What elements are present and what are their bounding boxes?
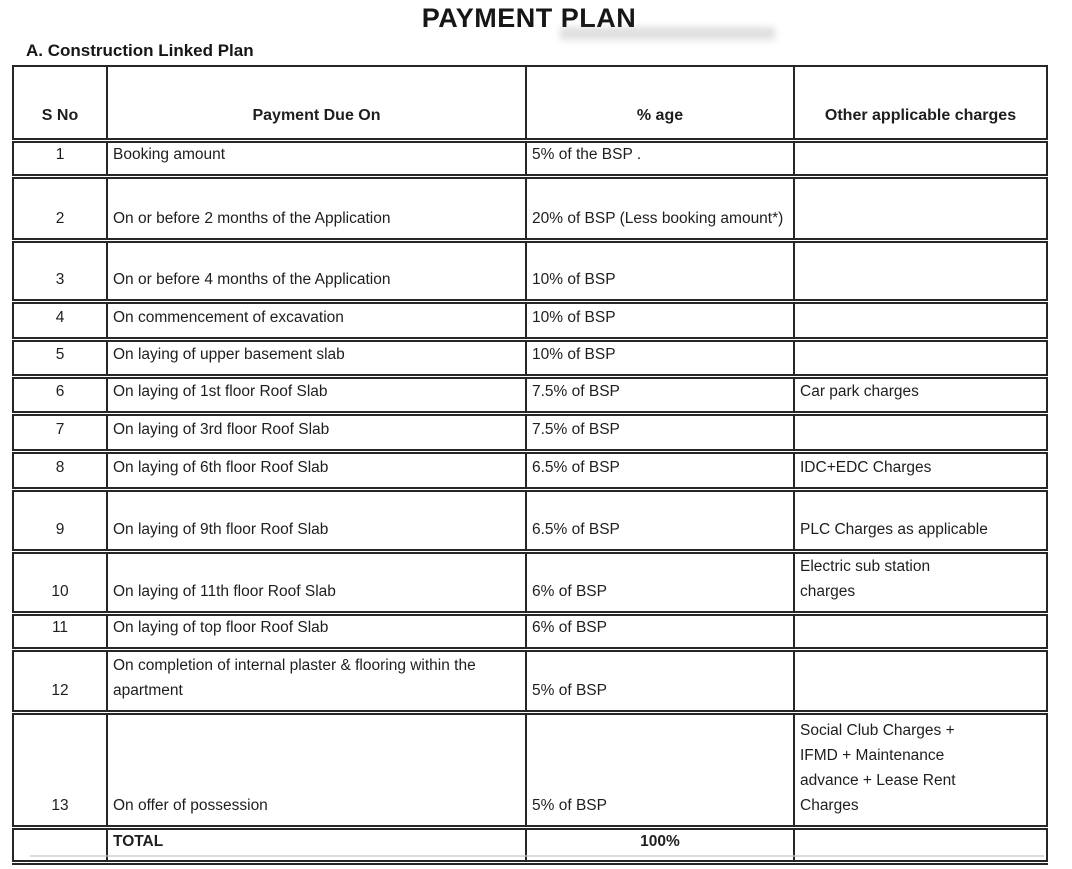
sno-cell-text: 7	[55, 421, 65, 438]
section-label: A. Construction Linked Plan	[26, 41, 254, 60]
sno-cell-text: 4	[55, 309, 65, 326]
due-cell	[107, 551, 526, 613]
due-cell	[107, 413, 526, 451]
pct-cell-text: 10% of BSP	[532, 309, 616, 326]
sno-cell	[13, 712, 107, 827]
pct-cell	[526, 339, 794, 376]
sno-cell-text: 10	[51, 583, 69, 600]
due-cell-text: On commencement of excavation	[113, 309, 344, 326]
header-due: Payment Due On	[107, 66, 526, 141]
pct-cell-text: 7.5% of BSP	[532, 421, 620, 438]
table-row	[13, 613, 1047, 649]
total-pct-cell: 100%	[526, 827, 794, 863]
sno-cell-text: 6	[55, 383, 65, 400]
due-cell-text: On or before 4 months of the Application	[113, 271, 391, 288]
table-row	[13, 649, 1047, 712]
total-other-cell	[794, 827, 1047, 863]
pct-cell	[526, 376, 794, 413]
due-cell-text: On laying of 9th floor Roof Slab	[113, 521, 329, 538]
sno-cell	[13, 339, 107, 376]
sno-cell	[13, 649, 107, 712]
scan-line-artifact	[30, 855, 1044, 857]
other-cell	[794, 712, 1047, 827]
pct-cell-text: 10% of BSP	[532, 271, 616, 288]
due-cell-text: Booking amount	[113, 146, 226, 163]
pct-cell-text: 20% of BSP (Less booking amount*)	[532, 210, 784, 227]
table-row	[13, 240, 1047, 301]
other-cell	[794, 339, 1047, 376]
due-cell-text: On laying of 1st floor Roof Slab	[113, 383, 328, 400]
other-cell	[794, 551, 1047, 613]
due-cell-text: On laying of upper basement slab	[113, 346, 345, 363]
due-cell	[107, 649, 526, 712]
pct-cell-text: 7.5% of BSP	[532, 383, 620, 400]
header-sno: S No	[13, 66, 107, 141]
pct-cell-text: 5% of the BSP .	[532, 146, 642, 163]
payment-plan-table	[12, 65, 1048, 865]
pct-cell-text: 6% of BSP	[532, 583, 607, 600]
table-row	[13, 489, 1047, 551]
due-cell	[107, 141, 526, 177]
pct-cell	[526, 613, 794, 649]
pct-cell	[526, 240, 794, 301]
total-row	[13, 827, 1047, 863]
sno-cell-text: 1	[55, 146, 65, 163]
due-cell-text: On laying of 11th floor Roof Slab	[113, 583, 336, 600]
table-row	[13, 712, 1047, 827]
pct-cell	[526, 489, 794, 551]
total-sno-cell	[13, 827, 107, 863]
header-row	[13, 66, 1047, 141]
sno-cell	[13, 413, 107, 451]
pct-cell-text: 5% of BSP	[532, 796, 607, 814]
pct-cell	[526, 712, 794, 827]
header-pct: % age	[526, 66, 794, 141]
sno-cell	[13, 301, 107, 339]
other-cell-text: Social Club Charges + IFMD + Maintenance advance + Lease Rent Charges	[800, 722, 956, 814]
sno-cell-text: 11	[51, 618, 69, 636]
pct-cell	[526, 649, 794, 712]
sno-cell	[13, 141, 107, 177]
other-cell	[794, 413, 1047, 451]
sno-cell-text: 12	[51, 681, 69, 699]
due-cell	[107, 339, 526, 376]
table-row	[13, 451, 1047, 489]
due-cell-text: On offer of possession	[113, 796, 268, 814]
other-cell	[794, 613, 1047, 649]
sno-cell	[13, 376, 107, 413]
table-row	[13, 413, 1047, 451]
table-row	[13, 176, 1047, 240]
sno-cell	[13, 240, 107, 301]
pct-cell-text: 6.5% of BSP	[532, 521, 620, 538]
sno-cell-text: 13	[51, 796, 69, 814]
pct-cell-text: 5% of BSP	[532, 681, 607, 699]
sheet	[12, 3, 1046, 865]
pct-cell-text: 6.5% of BSP	[532, 459, 620, 476]
sno-cell	[13, 176, 107, 240]
table-row	[13, 301, 1047, 339]
other-cell	[794, 141, 1047, 177]
due-cell	[107, 376, 526, 413]
pct-cell	[526, 301, 794, 339]
other-cell	[794, 376, 1047, 413]
due-cell-text: On or before 2 months of the Application	[113, 210, 391, 227]
pct-cell-text: 10% of BSP	[532, 346, 616, 363]
scan-ghost-artifact	[560, 27, 775, 40]
due-cell-text: On laying of 3rd floor Roof Slab	[113, 421, 330, 438]
other-cell	[794, 451, 1047, 489]
pct-cell-text: 6% of BSP	[532, 618, 607, 636]
pct-cell	[526, 451, 794, 489]
other-cell-text: PLC Charges as applicable	[800, 521, 988, 538]
due-cell	[107, 451, 526, 489]
table-header	[13, 66, 1047, 141]
due-cell-text: On laying of 6th floor Roof Slab	[113, 459, 329, 476]
total-label-cell: TOTAL	[107, 827, 526, 863]
pct-cell	[526, 141, 794, 177]
other-cell	[794, 649, 1047, 712]
sno-cell-text: 9	[55, 521, 65, 538]
other-cell-text: IDC+EDC Charges	[800, 459, 932, 476]
due-cell	[107, 176, 526, 240]
due-cell-text: On completion of internal plaster & flooring within the apartment	[113, 657, 476, 699]
other-cell-text: Electric sub station charges	[800, 558, 931, 600]
due-cell	[107, 489, 526, 551]
sno-cell	[13, 613, 107, 649]
header-other: Other applicable charges	[794, 66, 1047, 141]
other-cell	[794, 240, 1047, 301]
pct-cell	[526, 551, 794, 613]
other-cell	[794, 489, 1047, 551]
due-cell	[107, 712, 526, 827]
sno-cell	[13, 489, 107, 551]
other-cell	[794, 176, 1047, 240]
table-row	[13, 376, 1047, 413]
sno-cell-text: 3	[55, 271, 65, 288]
due-cell	[107, 240, 526, 301]
table-row	[13, 551, 1047, 613]
pct-cell	[526, 176, 794, 240]
pct-cell	[526, 413, 794, 451]
sno-cell	[13, 551, 107, 613]
other-cell	[794, 301, 1047, 339]
sno-cell-text: 2	[55, 210, 65, 227]
other-cell-text: Car park charges	[800, 383, 919, 400]
sno-cell-text: 8	[55, 459, 65, 476]
table-row	[13, 339, 1047, 376]
payment-table-body	[13, 141, 1047, 828]
table-footer	[13, 827, 1047, 863]
due-cell	[107, 613, 526, 649]
table-row	[13, 141, 1047, 177]
due-cell	[107, 301, 526, 339]
page-title: PAYMENT PLAN	[421, 3, 637, 33]
sno-cell-text: 5	[55, 346, 65, 363]
sno-cell	[13, 451, 107, 489]
due-cell-text: On laying of top floor Roof Slab	[113, 618, 329, 636]
